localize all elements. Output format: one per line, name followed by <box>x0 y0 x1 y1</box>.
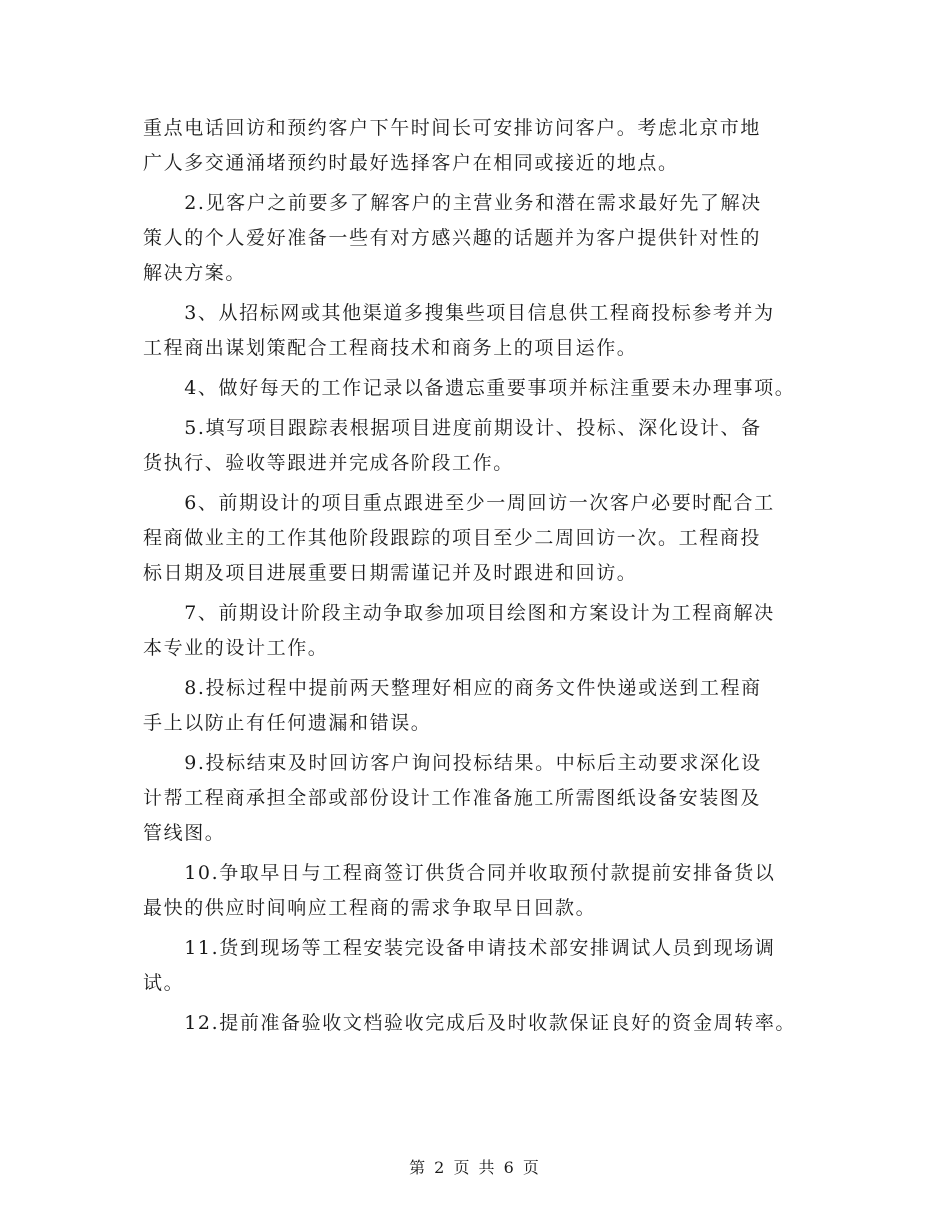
document-body <box>143 111 823 1041</box>
paragraph-8: 8.投标过程中提前两天整理好相应的商务文件快递或送到工程商 手上以防止有任何遗漏和错误。 <box>143 677 762 734</box>
paragraph-10: 10.争取早日与工程商签订供货合同并收取预付款提前安排备货以 最快的供应时间响应工程商的需求争取早日回款。 <box>143 862 776 919</box>
paragraph-12: 12.提前准备验收文档验收完成后及时收款保证良好的资金周转率。 <box>143 1012 797 1034</box>
paragraph-5: 5.填写项目跟踪表根据项目进度前期设计、投标、深化设计、备 货执行、验收等跟进并完成各阶段工作。 <box>143 417 762 474</box>
paragraph-3: 3、从招标网或其他渠道多搜集些项目信息供工程商投标参考并为 工程商出谋划策配合工程商技术和商务上的项目运作。 <box>143 302 775 359</box>
paragraph-1: 重点电话回访和预约客户下午时间长可安排访问客户。考虑北京市地 广人多交通涌堵预约时最好选择客户在相同或接近的地点。 <box>143 117 762 174</box>
paragraph-4: 4、做好每天的工作记录以备遗忘重要事项并标注重要未办理事项。 <box>143 377 796 399</box>
paragraph-2: 2.见客户之前要多了解客户的主营业务和潜在需求最好先了解决 策人的个人爱好准备一些有对方感兴趣的话题并为客户提供针对性的 解决方案。 <box>143 192 762 284</box>
paragraph-6: 6、前期设计的项目重点跟进至少一周回访一次客户必要时配合工 程商做业主的工作其他阶段跟踪的项目至少二周回访一次。工程商投 标日期及项目进展重要日期需谨记并及时跟进和回访。 <box>143 492 775 584</box>
paragraph-11: 11.货到现场等工程安装完设备申请技术部安排调试人员到现场调 试。 <box>143 937 776 994</box>
paragraph-7: 7、前期设计阶段主动争取参加项目绘图和方案设计为工程商解决 本专业的设计工作。 <box>143 602 775 659</box>
paragraph-9: 9.投标结束及时回访客户询问投标结果。中标后主动要求深化设 计帮工程商承担全部或部份设计工作准备施工所需图纸设备安装图及 管线图。 <box>143 752 762 844</box>
page-number-footer: 第 2 页 共 6 页 <box>409 1158 541 1177</box>
